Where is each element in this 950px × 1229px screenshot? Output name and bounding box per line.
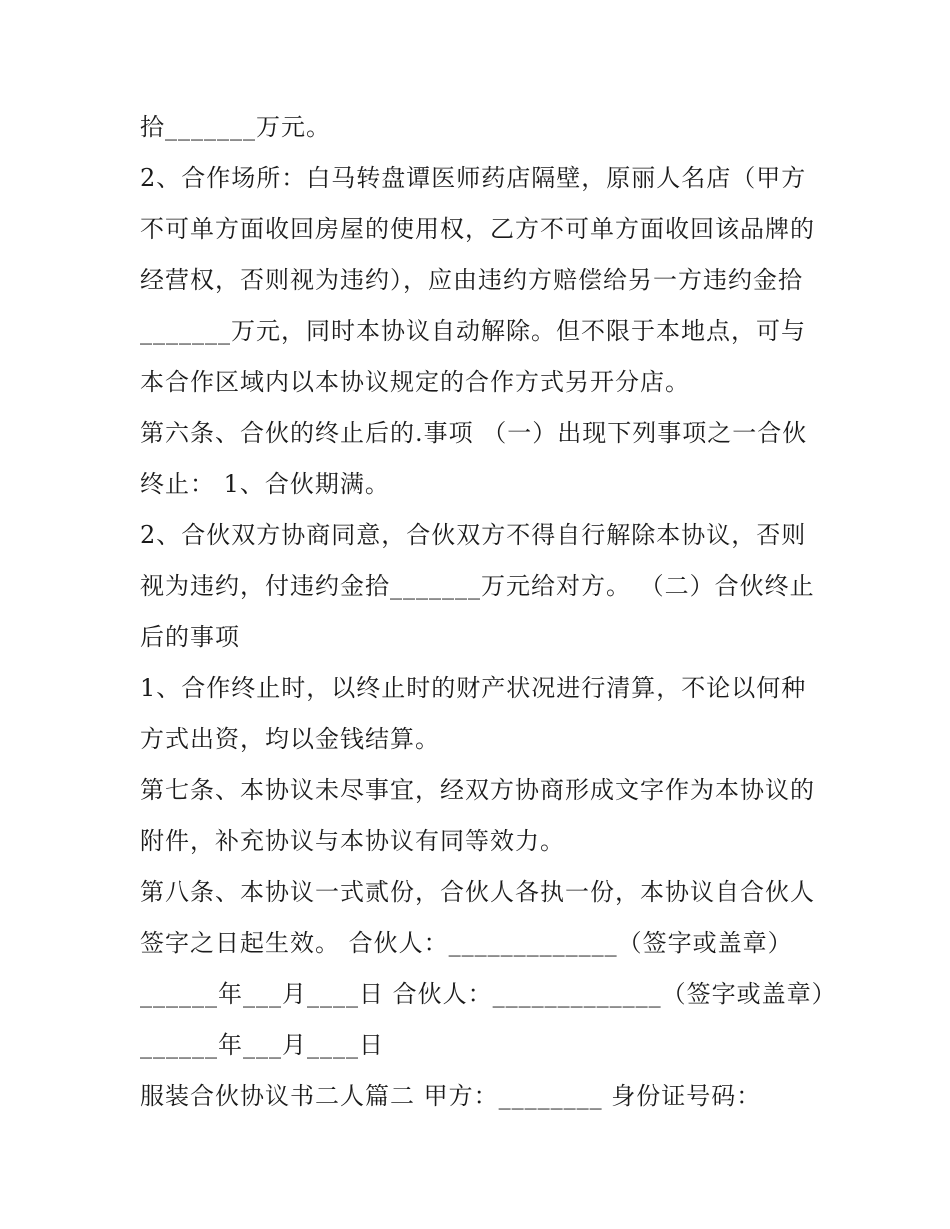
text-line: 经营权，否则视为违约），应由违约方赔偿给另一方违约金拾 <box>140 266 803 294</box>
text-line: 本合作区域内以本协议规定的合作方式另开分店。 <box>140 368 690 396</box>
text-line: 第八条、本协议一式贰份，合伙人各执一份，本协议自合伙人 <box>140 878 815 906</box>
text-line: 后的事项 <box>140 623 240 651</box>
text-line: 签字之日起生效。 合伙人：_____________（签字或盖章） <box>140 929 793 957</box>
text-line: 2、合伙双方协商同意，合伙双方不得自行解除本协议，否则 <box>140 521 807 549</box>
text-line: ______年___月____日 合伙人：_____________（签字或盖章） <box>140 980 837 1008</box>
text-line: ______年___月____日 <box>140 1031 384 1059</box>
text-line: 第七条、本协议未尽事宜，经双方协商形成文字作为本协议的 <box>140 776 815 804</box>
text-line: 不可单方面收回房屋的使用权，乙方不可单方面收回该品牌的 <box>140 215 815 243</box>
text-line: 1、合作终止时，以终止时的财产状况进行清算，不论以何种 <box>140 674 807 702</box>
text-line: 方式出资，均以金钱结算。 <box>140 725 440 753</box>
text-line: 第六条、合伙的终止后的.事项 （一）出现下列事项之一合伙 <box>140 419 808 447</box>
text-line: 终止： 1、合伙期满。 <box>140 470 390 498</box>
text-line: 附件，补充协议与本协议有同等效力。 <box>140 827 565 855</box>
text-line: 服装合伙协议书二人篇二 甲方：________ 身份证号码： <box>140 1082 762 1110</box>
text-line: 2、合作场所：白马转盘谭医师药店隔壁，原丽人名店（甲方 <box>140 164 807 192</box>
text-line: 视为违约，付违约金拾_______万元给对方。 （二）合伙终止 <box>140 572 815 600</box>
text-line: 拾_______万元。 <box>140 113 331 141</box>
text-line: _______万元，同时本协议自动解除。但不限于本地点，可与 <box>140 317 806 345</box>
